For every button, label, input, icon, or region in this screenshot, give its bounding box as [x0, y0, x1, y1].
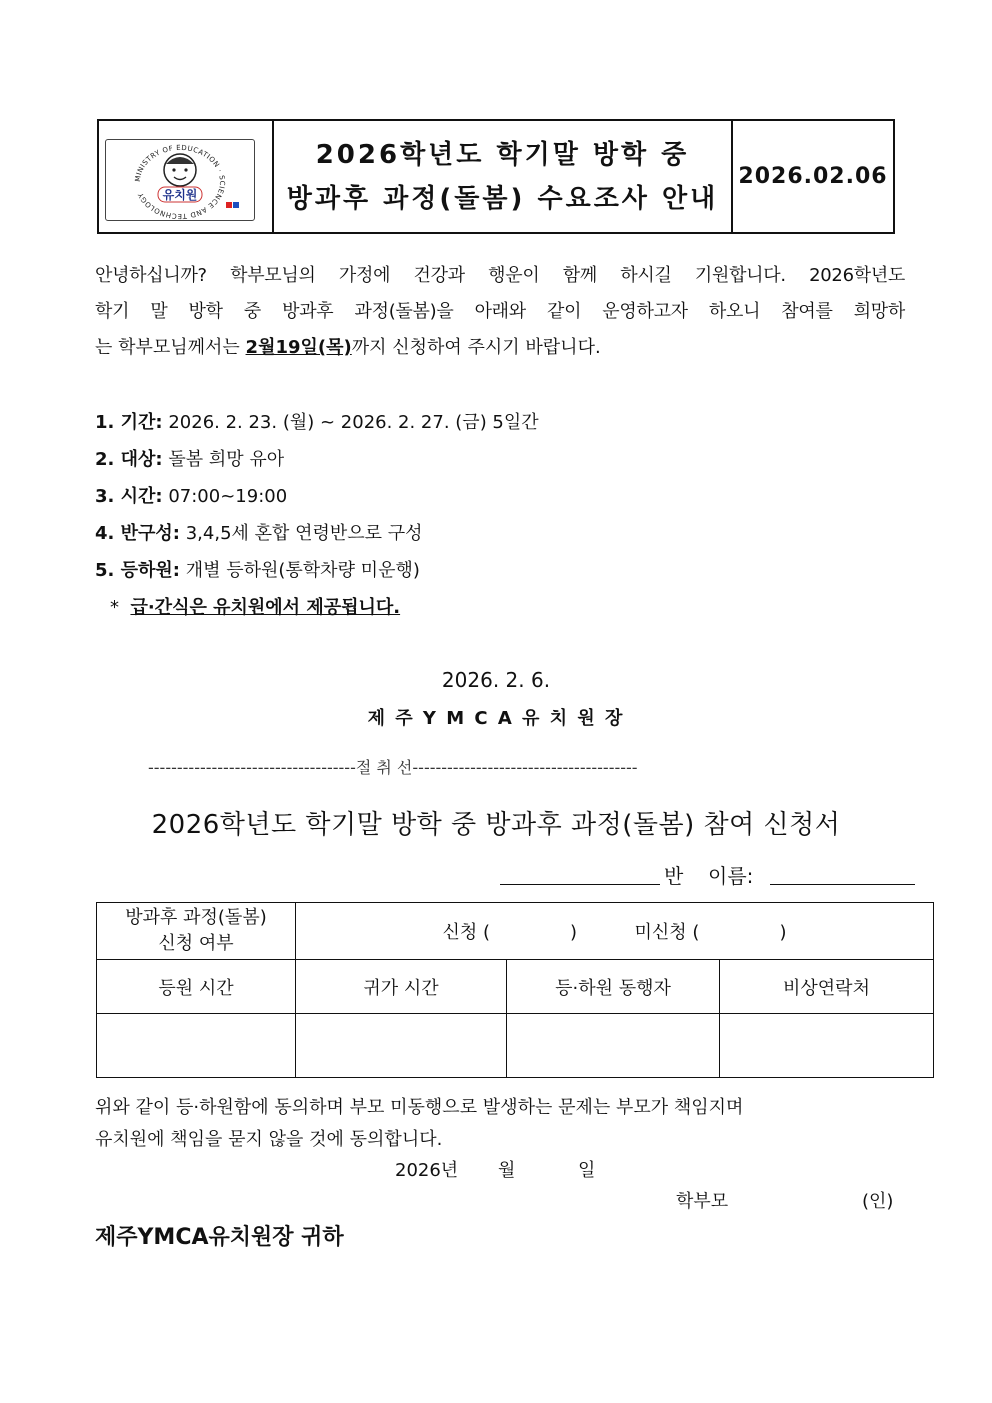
kindergarten-logo-icon — [106, 140, 254, 220]
name-blank[interactable] — [770, 884, 915, 885]
issuer: 제 주 Y M C A 유 치 원 장 — [367, 708, 625, 729]
intro-line-3-pre: 는 학부모님께서는 — [95, 337, 246, 358]
deadline-date: 2월19일(목) — [245, 337, 352, 358]
apply-status-label — [97, 903, 296, 960]
detail-period — [95, 412, 539, 434]
consent-line-2: 유치원에 책임을 묻지 않을 것에 동의합니다. — [95, 1129, 443, 1150]
consent-line-1: 위와 같이 등·하원함에 동의하며 부모 미동행으로 발생하는 문제는 부모가 책임지며 — [95, 1097, 744, 1118]
document-header — [97, 119, 895, 234]
meal-note — [110, 597, 400, 619]
issued-date: 2026. 2. 6. — [441, 668, 551, 692]
emergency-contact-input[interactable] — [720, 1014, 934, 1078]
column-header-arrival-time: 등원 시간 — [97, 960, 296, 1014]
detail-value: 3,4,5세 혼합 연령반으로 구성 — [180, 523, 423, 544]
consent-text — [95, 1092, 743, 1156]
cut-dashes-left: ------------------------------------ — [148, 758, 356, 777]
class-blank[interactable] — [500, 884, 660, 885]
cut-line — [148, 755, 848, 778]
apply-status-label-line1: 방과후 과정(돌봄) — [125, 907, 267, 928]
detail-commute — [95, 560, 420, 582]
detail-time — [95, 486, 287, 508]
kindergarten-logo — [105, 139, 255, 221]
apply-label: 신청 ( — [442, 922, 491, 943]
apply-choice-cell — [296, 903, 934, 960]
arrival-time-input[interactable] — [97, 1014, 296, 1078]
companion-input[interactable] — [507, 1014, 720, 1078]
name-label: 이름: — [708, 864, 754, 888]
seal-mark: (인) — [862, 1191, 894, 1212]
title-line-2: 방과후 과정(돌봄) 수요조사 안내 — [286, 183, 719, 214]
logo-ring-text: MINISTRY OF EDUCATION · SCIENCE AND TECHNOLOGY — [133, 143, 227, 220]
sign-day: 일 — [578, 1160, 596, 1181]
detail-value: 돌봄 희망 유아 — [162, 449, 285, 470]
parent-label: 학부모 — [676, 1191, 729, 1212]
application-table — [96, 902, 934, 1078]
note-text: 급·간식은 유치원에서 제공됩니다. — [130, 597, 401, 618]
detail-class — [95, 523, 423, 545]
cut-line-label: 절 취 선 — [355, 758, 413, 777]
detail-label: 3. 시간: — [95, 486, 163, 507]
class-label: 반 — [664, 864, 684, 888]
detail-label: 2. 대상: — [95, 449, 163, 470]
intro-line-2: 학기 말 방학 중 방과후 과정(돌봄)을 아래와 같이 운영하고자 하오니 참여를 희망하 — [95, 301, 905, 322]
apply-status-label-line2: 신청 여부 — [158, 933, 234, 954]
detail-label: 4. 반구성: — [95, 523, 180, 544]
note-mark: * — [110, 597, 119, 618]
column-header-emergency-contact: 비상연락처 — [720, 960, 934, 1014]
detail-target — [95, 449, 284, 471]
apply-option[interactable] — [443, 922, 578, 943]
detail-value: 07:00~19:00 — [162, 486, 288, 507]
title-line-1: 2026학년도 학기말 방학 중 — [315, 139, 690, 170]
detail-value: 개별 등하원(통학차량 미운행) — [180, 560, 420, 581]
apply-close: ) — [570, 922, 578, 943]
intro-line-3-post: 까지 신청하여 주시기 바랍니다. — [351, 337, 601, 358]
title-cell — [274, 121, 733, 232]
sign-year: 2026년 — [395, 1160, 459, 1181]
sign-month: 월 — [498, 1160, 516, 1181]
detail-label: 5. 등하원: — [95, 560, 180, 581]
header-date: 2026.02.06 — [738, 164, 888, 189]
cut-dashes-right: --------------------------------------- — [412, 758, 638, 777]
detail-value: 2026. 2. 23. (월) ~ 2026. 2. 27. (금) 5일간 — [162, 412, 539, 433]
logo-cell — [99, 121, 274, 232]
intro-line-1: 안녕하십니까? 학부모님의 가정에 건강과 행운이 함께 하시길 기원합니다. 2026학년도 — [95, 265, 905, 286]
form-title: 2026학년도 학기말 방학 중 방과후 과정(돌봄) 참여 신청서 — [151, 810, 841, 840]
intro-paragraph — [95, 258, 905, 366]
not-apply-option[interactable] — [635, 922, 787, 943]
addressee: 제주YMCA유치원장 귀하 — [95, 1225, 344, 1250]
column-header-return-time: 귀가 시간 — [296, 960, 507, 1014]
return-time-input[interactable] — [296, 1014, 507, 1078]
not-apply-close: ) — [779, 922, 787, 943]
not-apply-label: 미신청 ( — [634, 922, 700, 943]
intro-line-3 — [95, 330, 905, 366]
logo-label: 유치원 — [162, 188, 198, 202]
column-header-companion: 등·하원 동행자 — [507, 960, 720, 1014]
detail-label: 1. 기간: — [95, 412, 163, 433]
